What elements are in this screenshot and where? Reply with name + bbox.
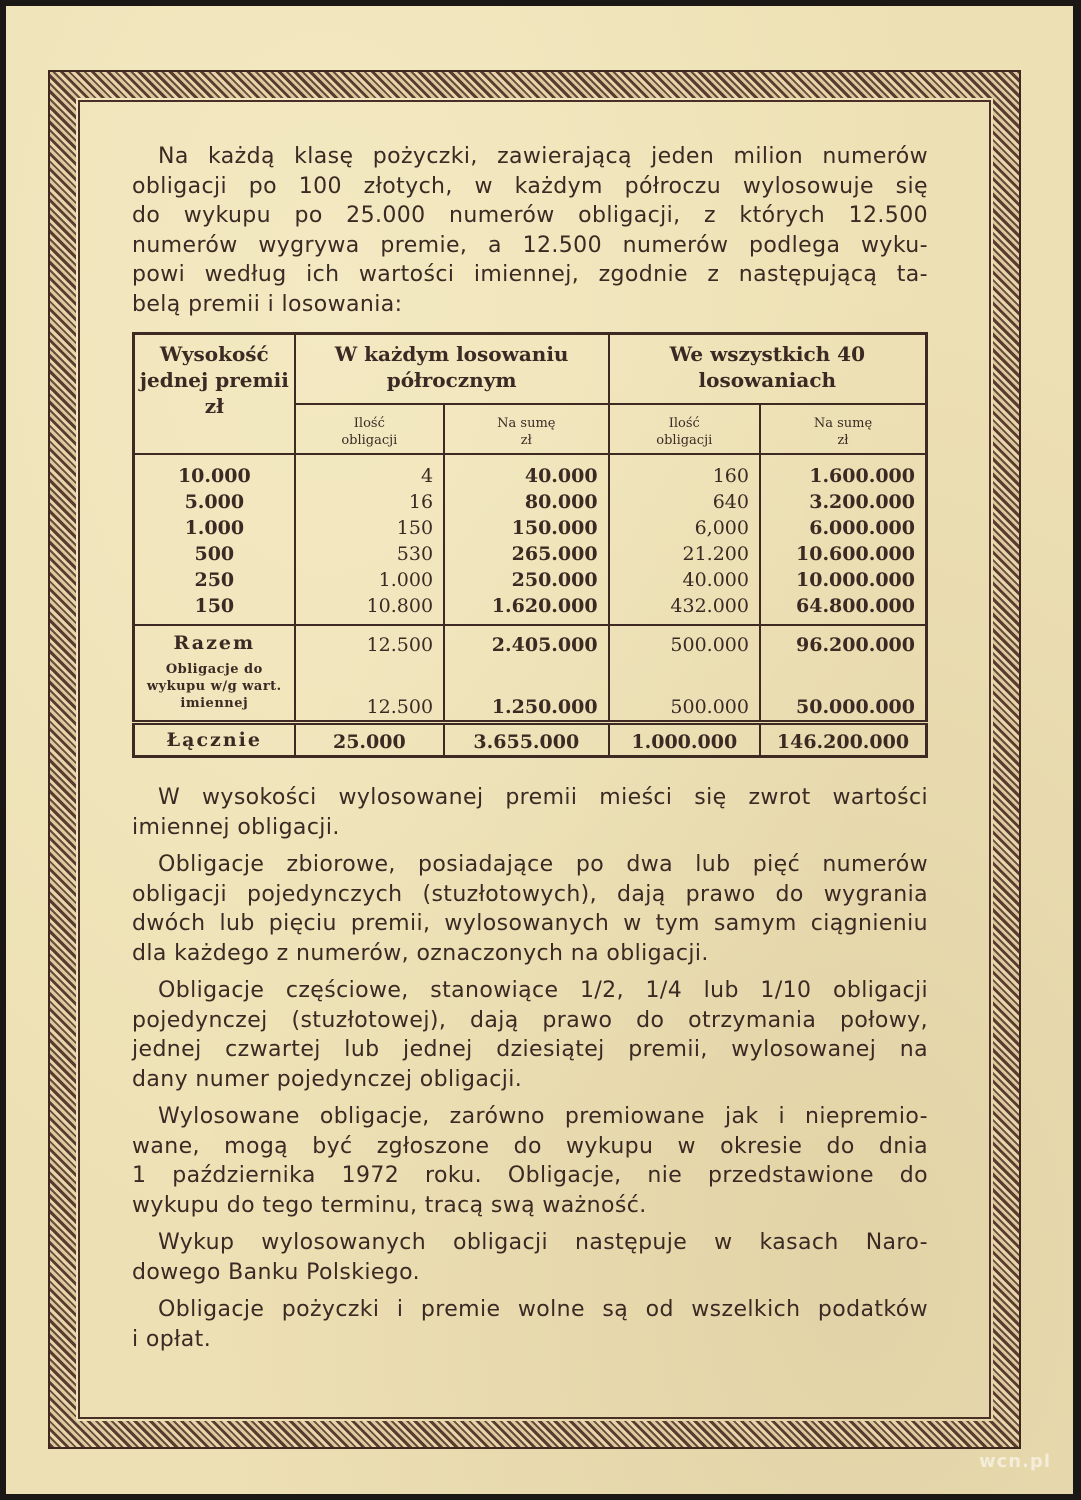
- premium-cell: 1.000: [134, 515, 295, 541]
- razem-sum: 2.405.000: [444, 625, 609, 659]
- intro-line: numerów wygrywa premie, a 12.500 numerów podlega wyku-: [132, 232, 928, 258]
- count-all-cell: 640: [609, 489, 760, 515]
- total-sum: 3.655.000: [444, 723, 609, 757]
- count-all-cell: 6,000: [609, 515, 760, 541]
- sum-all-cell: 10.000.000: [760, 567, 927, 593]
- table-row: [134, 489, 927, 515]
- intro-line: powi według ich wartości imiennej, zgodnie z następującą ta-: [132, 262, 928, 287]
- table-row-redeem: [134, 659, 927, 723]
- sum-cell: 250.000: [444, 567, 609, 593]
- redeem-label: Obligacje do wykupu w/g wart. imiennej: [134, 659, 295, 723]
- paragraph-line: Obligacje zbiorowe, posiadające po dwa lub pięć numerów: [158, 852, 928, 877]
- paragraph-line: imiennej obligacji.: [132, 814, 340, 840]
- paragraph-line: Wylosowane obligacje, zarówno premiowane jak i niepremio-: [158, 1104, 928, 1129]
- sum-cell: 265.000: [444, 541, 609, 567]
- premium-cell: 500: [134, 541, 295, 567]
- paragraph: [132, 783, 928, 842]
- paragraph: [132, 1102, 928, 1220]
- paragraph-line: wykupu do tego terminu, tracą swą ważność.: [132, 1192, 647, 1218]
- header-premium: Wysokość jednej premii zł: [134, 334, 295, 454]
- prize-table: [132, 332, 928, 758]
- count-cell: 530: [295, 541, 444, 567]
- total-count: 25.000: [295, 723, 444, 757]
- count-cell: 4: [295, 454, 444, 489]
- redeem-sum: 1.250.000: [444, 659, 609, 723]
- table-row: [134, 541, 927, 567]
- total-sum-all: 146.200.000: [760, 723, 927, 757]
- table-row: [134, 454, 927, 489]
- sum-all-cell: 10.600.000: [760, 541, 927, 567]
- subheader-sum-all: Na sumę zł: [760, 404, 927, 454]
- table-row: [134, 515, 927, 541]
- sum-all-cell: 64.800.000: [760, 593, 927, 625]
- total-count-all: 1.000.000: [609, 723, 760, 757]
- intro-paragraph: [132, 142, 928, 319]
- paragraph-line: dowego Banku Polskiego.: [132, 1259, 421, 1285]
- razem-count-all: 500.000: [609, 625, 760, 659]
- paragraph-line: 1 października 1972 roku. Obligacje, nie przedstawione do: [132, 1163, 928, 1188]
- count-cell: 150: [295, 515, 444, 541]
- subheader-count: Ilość obligacji: [295, 404, 444, 454]
- count-all-cell: 21.200: [609, 541, 760, 567]
- body-text: [132, 783, 928, 1354]
- sum-cell: 40.000: [444, 454, 609, 489]
- count-all-cell: 40.000: [609, 567, 760, 593]
- count-cell: 1.000: [295, 567, 444, 593]
- paragraph-line: W wysokości wylosowanej premii mieści się zwrot wartości: [158, 785, 928, 810]
- sum-cell: 150.000: [444, 515, 609, 541]
- paragraph-line: Obligacje częściowe, stanowiące 1/2, 1/4 lub 1/10 obligacji: [158, 978, 928, 1003]
- sum-all-cell: 6.000.000: [760, 515, 927, 541]
- premium-cell: 150: [134, 593, 295, 625]
- premium-cell: 10.000: [134, 454, 295, 489]
- paragraph-line: dla każdego z numerów, oznaczonych na obligacji.: [132, 940, 709, 966]
- header-each-draw: W każdym losowaniu półrocznym: [295, 334, 609, 404]
- intro-line: obligacji po 100 złotych, w każdym półroczu wylosowuje się: [132, 173, 928, 199]
- count-all-cell: 432.000: [609, 593, 760, 625]
- count-cell: 16: [295, 489, 444, 515]
- paragraph-line: wane, mogą być zgłoszone do wykupu w okresie do dnia: [132, 1133, 928, 1159]
- header-all-draws: We wszystkich 40 losowaniach: [609, 334, 927, 404]
- count-all-cell: 160: [609, 454, 760, 489]
- table-row: [134, 593, 927, 625]
- redeem-sum-all: 50.000.000: [760, 659, 927, 723]
- paragraph-line: dwóch lub pięciu premii, wylosowanych w tym samym ciągnieniu: [132, 911, 928, 936]
- count-cell: 10.800: [295, 593, 444, 625]
- razem-count: 12.500: [295, 625, 444, 659]
- watermark: wcn.pl: [978, 1451, 1051, 1472]
- redeem-count-all: 500.000: [609, 659, 760, 723]
- table-row: [134, 567, 927, 593]
- paragraph-line: dany numer pojedynczej obligacji.: [132, 1066, 523, 1092]
- razem-sum-all: 96.200.000: [760, 625, 927, 659]
- sum-all-cell: 3.200.000: [760, 489, 927, 515]
- sum-all-cell: 1.600.000: [760, 454, 927, 489]
- paragraph: [132, 1295, 928, 1354]
- paragraph-line: Obligacje pożyczki i premie wolne są od wszelkich podatków: [158, 1297, 928, 1322]
- sum-cell: 1.620.000: [444, 593, 609, 625]
- premium-cell: 5.000: [134, 489, 295, 515]
- intro-line: belą premii i losowania:: [132, 291, 403, 317]
- paragraph-line: obligacji pojedynczych (stuzłotowych), dają prawo do wygrania: [132, 881, 928, 907]
- paragraph-line: jednej czwartej lub jednej dziesiątej premii, wylosowanej na: [132, 1037, 928, 1062]
- sum-cell: 80.000: [444, 489, 609, 515]
- razem-label: Razem: [134, 625, 295, 659]
- paragraph-line: i opłat.: [132, 1326, 212, 1352]
- redeem-count: 12.500: [295, 659, 444, 723]
- intro-line: Na każdą klasę pożyczki, zawierającą jeden milion numerów: [158, 144, 928, 169]
- paragraph: [132, 1228, 928, 1287]
- subheader-sum: Na sumę zł: [444, 404, 609, 454]
- paragraph-line: pojedynczej (stuzłotowej), dają prawo do otrzymania połowy,: [132, 1007, 928, 1033]
- total-label: Łącznie: [134, 723, 295, 757]
- paragraph-line: Wykup wylosowanych obligacji następuje w kasach Naro-: [158, 1230, 928, 1255]
- intro-line: do wykupu po 25.000 numerów obligacji, z których 12.500: [132, 203, 928, 228]
- paragraph: [132, 976, 928, 1094]
- subheader-count-all: Ilość obligacji: [609, 404, 760, 454]
- table-row-total: [134, 723, 927, 757]
- premium-cell: 250: [134, 567, 295, 593]
- table-row-razem: [134, 625, 927, 659]
- paragraph: [132, 850, 928, 968]
